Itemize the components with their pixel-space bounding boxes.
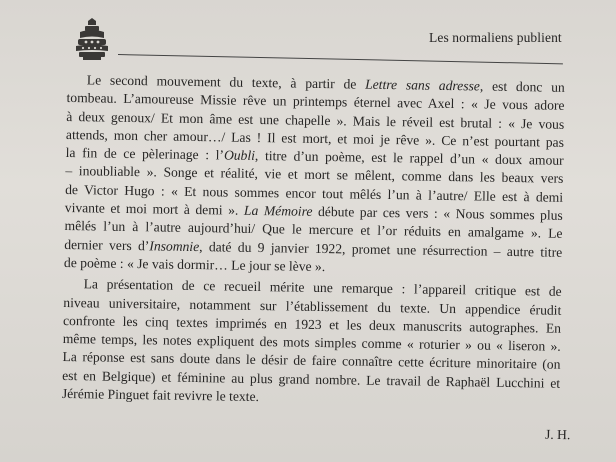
work-title: Oubli	[223, 147, 256, 164]
text-line: Le second mouvement du texte, à partir de Lettre sans adresse, est donc un	[86, 72, 565, 95]
article-body	[62, 71, 565, 411]
text-line: confronte les cinq textes imprimés en 1923 et les deux manuscrits autographes. En	[62, 312, 562, 336]
text-line: attends, mon cher amour…/ Las ! Il est mort, et moi je rêve ». Ce n’est pourtant pas	[65, 126, 565, 150]
work-title: Lettre sans adresse	[365, 76, 481, 94]
work-title: La Mémoire	[243, 202, 313, 219]
text-line: dernier vers d’Insomnie, daté du 9 janvier 1922, promet une résurrection – autre titre	[64, 236, 563, 260]
crest-emblem-icon	[74, 18, 110, 60]
text-line: vivante et moi mort à demi ». La Mémoire débute par ces vers : « Nous sommes plus	[64, 200, 563, 223]
text-line: mêlés l’un à l’autre aujourd’hui/ Que le mercure et l’or réduits en amalgame ». Le	[64, 218, 563, 242]
text-line: de Victor Hugo : « Et nous sommes encor tout mêlés l’un à l’autre/ Elle est à demi	[65, 181, 564, 205]
text-line: La présentation de ce recueil mérite une remarque : l’appareil critique est de	[83, 276, 562, 300]
text-line: niveau universitaire, notamment sur l’établissement du texte. Un appendice érudit	[63, 294, 562, 318]
paragraph-1	[64, 71, 565, 280]
header-rule	[118, 54, 563, 64]
work-title: Insomnie	[149, 237, 200, 254]
running-head: Les normaliens publient	[429, 30, 562, 45]
author-signature: J. H.	[544, 426, 571, 443]
text-line: Jérémie Pinguet fait revivre le texte.	[61, 386, 260, 405]
paragraph-2	[62, 275, 562, 411]
text-line: tombeau. L’amoureuse Missie rêve un printemps éternel avec Axel : « Je vous adore	[66, 90, 565, 114]
text-line: est en Belgique) et féminine au plus grand nombre. Le travail de Raphaël Lucchini et	[62, 367, 561, 391]
text-line: la fin de ce pèlerinage : l’Oubli, titre d’un poème, est le rappel d’un « doux amour	[65, 145, 564, 168]
text-line: – inoubliable ». Songe et réalité, vie et mort se mêlent, comme dans les beaux vers	[65, 163, 564, 187]
text-line: de poème : « Je vais dormir… Le jour se lève ».	[63, 254, 326, 275]
text-line: même temps, les notes expliquent des mots simples comme « roturier » ou « liseron ».	[62, 331, 561, 354]
text-line: à deux genoux/ Et mon âme est une chapelle ». Mais le réveil est brutal : « Je vous	[66, 108, 565, 132]
text-line: La réponse est sans doute dans le désir de faire connaître cette écriture minoritaire (on	[62, 349, 561, 373]
